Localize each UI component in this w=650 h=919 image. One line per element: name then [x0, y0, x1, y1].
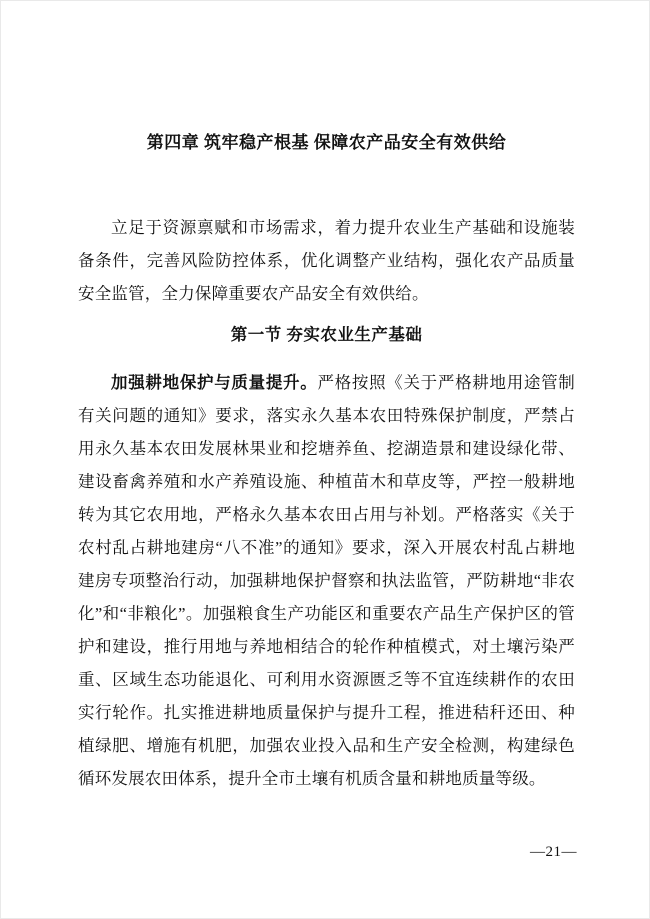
page-number: —21— [530, 844, 577, 860]
intro-paragraph: 立足于资源禀赋和市场需求，着力提升农业生产基础和设施装备条件，完善风险防控体系，优化调整产业结构，强化农产品质量安全监管，全力保障重要农产品安全有效供给。 [78, 218, 575, 303]
body-paragraph-lead: 加强耕地保护与质量提升。 [111, 373, 318, 392]
section-title: 第一节 夯实农业生产基础 [230, 325, 423, 344]
chapter-title: 第四章 筑牢稳产根基 保障农产品安全有效供给 [146, 133, 507, 152]
body-paragraph-text: 严格按照《关于严格耕地用途管制有关问题的通知》要求，落实永久基本农田特殊保护制度，严禁占用永久基本农田发展林果业和挖塘养鱼、挖湖造景和建设绿化带、建设畜禽养殖和水产养殖设施、种植苗木和草皮等，严控一般耕地转为其它农用地，严格永久基本农田占用与补划。严格落实《关于农村乱占耕地建房“八不准”的通知》要求，深入开展农村乱占耕地建房专项整治行动，加强耕地保护督察和执法监管，严防耕地“非农化”和“非粮化”。加强粮食生产功能区和重要农产品生产保护区的管护和建设，推行用地与养地相结合的轮作种植模式，对土壤污染严重、区域生态功能退化、可利用水资源匮乏等不宜连续耕作的农田实行轮作。扎实推进耕地质量保护与提升工程，推进秸秆还田、种植绿肥、增施有机肥，加强农业投入品和生产安全检测，构建绿色循环发展农田体系，提升全市土壤有机质含量和耕地质量等级。 [78, 373, 576, 788]
body-paragraph [78, 366, 575, 795]
